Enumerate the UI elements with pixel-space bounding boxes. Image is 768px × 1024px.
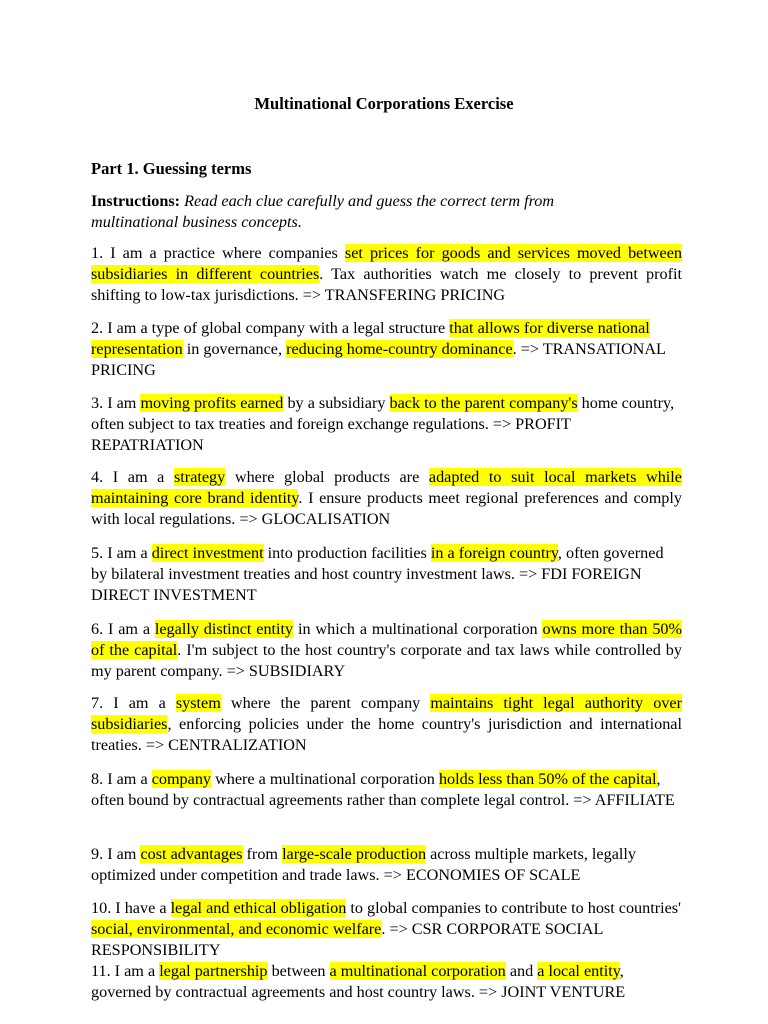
highlighted-text: set prices for goods and services moved between subsidiaries in different countries [91,244,682,283]
highlighted-text: that allows for diverse national representation [91,319,650,358]
highlighted-text: strategy [174,468,226,486]
clue-item [91,243,682,306]
clue-item [91,619,682,682]
clue-text: 11. I am a [91,962,160,980]
clue-text: by a subsidiary [283,394,390,412]
clue-text: 1. I am a practice where companies [91,244,345,262]
highlighted-text: maintains tight legal authority over subsidiaries [91,694,682,733]
clue-text: , often governed by bilateral investment treaties and host country investment laws. => FDI FOREIGN DIRECT INVESTMENT [91,544,664,604]
clue-text: where global products are [225,468,429,486]
clue-item [91,543,682,606]
clue-text: across multiple markets, legally optimized under competition and trade laws. => ECONOMIES OF SCALE [91,845,636,884]
highlighted-text: reducing home-country dominance [286,340,513,358]
clue-text: 3. I am [91,394,141,412]
document-title: Multinational Corporations Exercise [254,94,514,113]
clue-item [91,769,682,811]
clue-text: where a multinational corporation [211,770,439,788]
clue-text: where the parent company [220,694,431,712]
clue-item [91,693,682,756]
clue-item [91,393,682,456]
highlighted-text: company [151,770,212,788]
clue-text: . I ensure products meet regional preferences and comply with local regulations. => GLOCALISATION [91,489,682,528]
clue-text: . Tax authorities watch me closely to prevent profit shifting to low-tax jurisdictions. => TRANSFERING PRICING [91,265,682,304]
highlighted-text: a multinational corporation [329,962,506,980]
highlighted-text: adapted to suit local markets while maintaining core brand identity [91,468,682,507]
clue-text: into production facilities [263,544,431,562]
highlighted-text: social, environmental, and economic welfare [91,920,382,938]
highlighted-text: holds less than 50% of the capital [438,770,657,788]
clue-text: in which a multinational corporation [293,620,543,638]
clue-item [91,898,682,961]
highlighted-text: legal partnership [159,962,268,980]
clue-text: from [242,845,283,863]
clue-text: 6. I am a [91,620,155,638]
highlighted-text: direct investment [151,544,264,562]
highlighted-text: legally distinct entity [154,620,294,638]
clue-item [91,961,682,1003]
clue-text: . => CSR CORPORATE SOCIAL RESPONSIBILITY [91,920,603,959]
highlighted-text: in a foreign country [430,544,558,562]
highlighted-text: cost advantages [140,845,243,863]
instructions-label: Instructions: [91,192,181,210]
clue-item [91,467,682,530]
clue-item [91,318,682,381]
instructions [91,191,611,233]
clue-text: and [505,962,538,980]
clue-text: to global companies to contribute to host countries' [346,899,682,917]
highlighted-text: back to the parent company's [389,394,578,412]
clue-text: . => TRANSATIONAL PRICING [91,340,666,379]
clue-text: in governance, [182,340,287,358]
clue-text: 4. I am a [91,468,174,486]
highlighted-text: legal and ethical obligation [170,899,347,917]
clue-text: , enforcing policies under the home country's jurisdiction and international treaties. => CENTRALIZATION [91,715,682,754]
highlighted-text: system [175,694,221,712]
clue-text: , governed by contractual agreements and host country laws. => JOINT VENTURE [91,962,626,1001]
clue-item [91,844,682,886]
clue-text: 5. I am a [91,544,152,562]
instructions-text: Read each clue carefully and guess the correct term from multinational business concepts. [91,192,555,231]
clue-text: 2. I am a type of global company with a legal structure [91,319,450,337]
clue-text: , often bound by contractual agreements rather than complete legal control. => AFFILIATE [91,770,675,809]
highlighted-text: moving profits earned [140,394,284,412]
highlighted-text: large-scale production [282,845,427,863]
clue-text: 10. I have a [91,899,171,917]
part-heading: Part 1. Guessing terms [91,159,252,178]
clue-text: home country, often subject to tax treaties and foreign exchange regulations. => PROFIT REPATRIATION [91,394,675,454]
clue-text: between [267,962,330,980]
clue-text: 8. I am a [91,770,152,788]
clue-text: 7. I am a [91,694,176,712]
highlighted-text: owns more than 50% of the capital [91,620,682,659]
highlighted-text: a local entity [537,962,620,980]
clue-text: . I'm subject to the host country's corporate and tax laws while controlled by my parent company. => SUBSIDIARY [91,641,682,680]
clue-text: 9. I am [91,845,141,863]
